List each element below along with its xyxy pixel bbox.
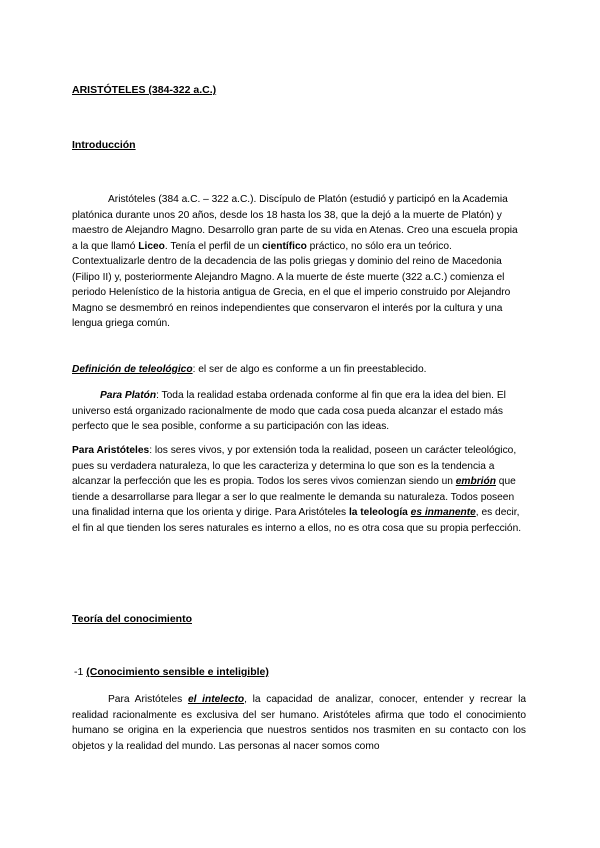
intelecto-paragraph <box>72 692 526 754</box>
aristoteles-text-3: , es decir, el fin al que tienden los seres naturales es interno a ellos, no es otra cosa que su propia perfección. <box>72 507 522 534</box>
teleologico-def-text: : el ser de algo es conforme a un fin preestablecido. <box>192 364 427 375</box>
intelecto-text-2: , la capacidad de analizar, conocer, entender y recrear la realidad racionalmente es exclusiva del ser humano. Aristóteles afirma que todo el conocimiento humano se origina en la experiencia que nuestros sentidos nos trasmiten en su contacto con los objetos y la realidad del mundo. Las personas al nacer somos como <box>72 694 526 752</box>
platon-paragraph <box>72 388 526 435</box>
embrion-term: embrión <box>455 476 496 487</box>
aristoteles-text-1: : los seres vivos, y por extensión toda la realidad, poseen un carácter teleológico, pues su verdadera naturaleza, lo que les caracteriza y determina lo que son es la tendencia a alcanzar la perfección que les es propia. Todos los seres vivos comienzan siendo un <box>72 445 517 487</box>
teleologico-term: Definición de teleológico <box>72 364 193 375</box>
intro-paragraph <box>72 192 526 332</box>
intelecto-term: el intelecto <box>187 694 245 705</box>
platon-text: : Toda la realidad estaba ordenada conforme al fin que era la idea del bien. El universo está organizado racionalmente de modo que cada cosa pueda alcanzar el estado más perfecto que le sea posible, conforme a su participación con las ideas. <box>72 390 506 432</box>
aristoteles-label: Para Aristóteles <box>72 445 150 456</box>
intro-heading: Introducción <box>72 139 136 151</box>
intro-text-2: . Tenía el perfil de un <box>164 240 263 252</box>
intro-text-1: Aristóteles (384 a.C. – 322 a.C.). Discípulo de Platón (estudió y participó en la Academia platónica durante unos 20 años, desde los 18 hasta los 38, que la dejó a la muerte de Platón) y maestro de Alejandro Magno. Desarrollo gran parte de su vida en Atenas. Creo una escuela propia a la que llamó <box>72 194 518 252</box>
platon-label: Para Platón <box>100 390 157 401</box>
aristoteles-text-2: que tiende a desarrollarse para llegar a ser lo que realmente le demanda su naturaleza. Todos poseen una finalidad interna que los orienta y dirige. Para Aristóteles <box>72 476 516 518</box>
intro-text-3: práctico, no sólo era un teórico. Contextualizarle dentro de la decadencia de las polis griegas y dominio del reino de Macedonia (Filipo II) y, posteriormente Alejandro Magno. A la muerte de éste muerte (322 a.C.) comienza el periodo Helenístico de la historia antigua de Grecia, en el que el imperio construido por Alejandro Magno se desmembró en reinos independientes que conservaron el interés por la cultura y una lengua griega común. <box>72 240 511 329</box>
aristoteles-paragraph <box>72 443 526 536</box>
teoria-subheading <box>74 666 269 678</box>
liceo-term: Liceo <box>138 240 165 252</box>
document-title: ARISTÓTELES (384-322 a.C.) <box>72 84 217 96</box>
la-teleologia-term: la teleología <box>348 507 408 518</box>
teoria-heading: Teoría del conocimiento <box>72 613 192 625</box>
subheading-number: -1 <box>74 666 87 678</box>
subheading-title: (Conocimiento sensible e inteligible) <box>86 666 269 678</box>
intelecto-text-1: Para Aristóteles <box>108 694 188 705</box>
es-inmanente-term: es inmanente <box>410 507 476 518</box>
cientifico-term: científico <box>262 240 307 252</box>
teleologico-definition <box>72 362 526 378</box>
